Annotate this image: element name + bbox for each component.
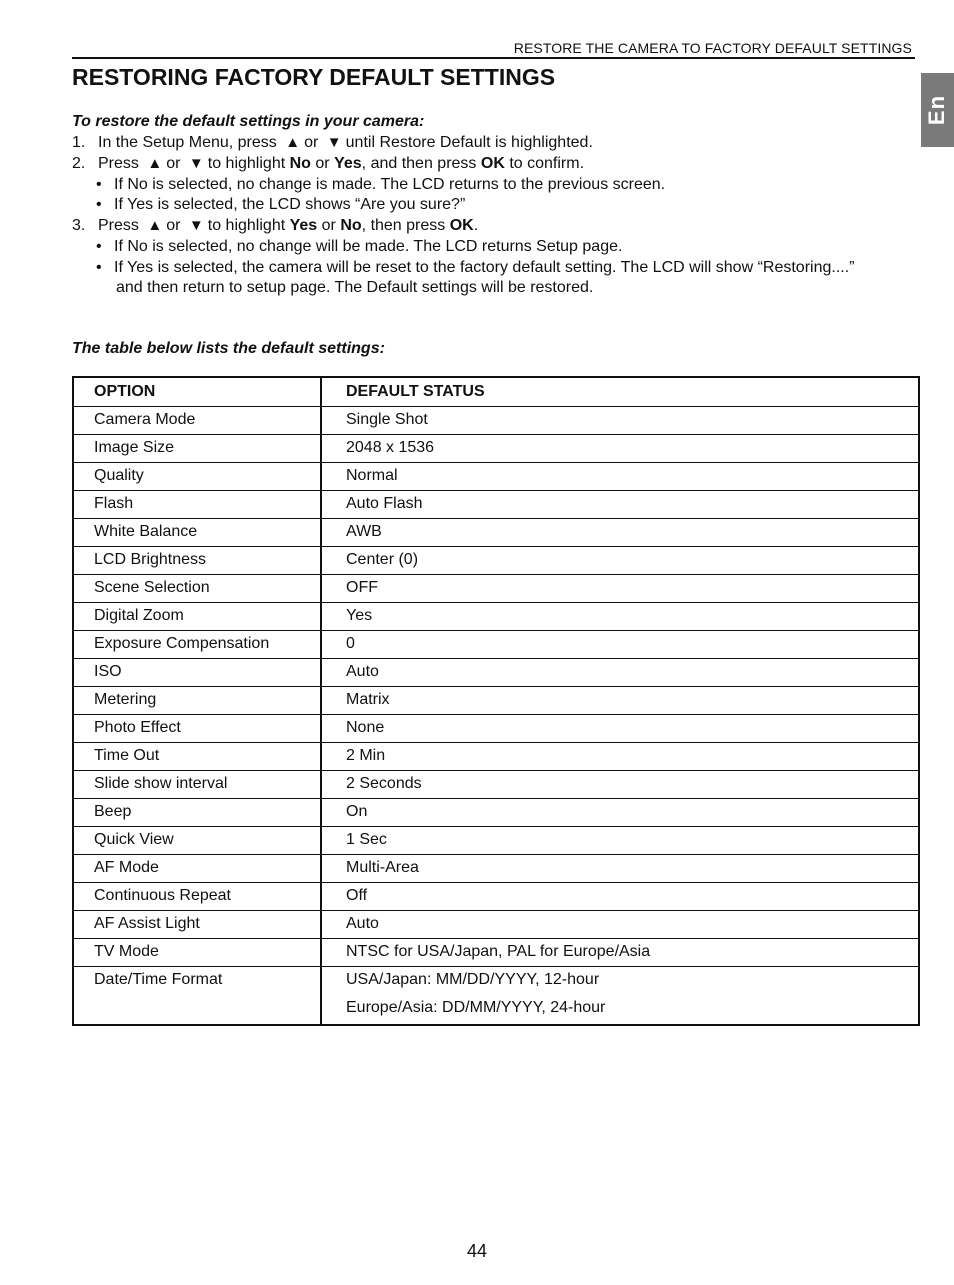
option-yes: Yes <box>334 155 362 172</box>
table-row <box>74 434 918 463</box>
option-cell: Photo Effect <box>94 719 181 736</box>
option-cell: Date/Time Format <box>94 971 223 988</box>
intro-heading: To restore the default settings in your camera: <box>72 113 425 130</box>
status-cell: NTSC for USA/Japan, PAL for Europe/Asia <box>346 943 651 960</box>
option-cell: TV Mode <box>94 943 159 960</box>
status-cell: Yes <box>346 607 373 624</box>
ok-key: OK <box>480 155 505 172</box>
status-cell: AWB <box>346 523 382 540</box>
option-cell: Time Out <box>94 747 160 764</box>
down-arrow-icon: ▼ <box>188 155 204 172</box>
option-cell: Exposure Compensation <box>94 635 270 652</box>
up-arrow-icon: ▲ <box>147 217 163 234</box>
step-text: or <box>304 134 319 151</box>
step-text: Press <box>98 217 139 234</box>
table-row <box>74 966 918 1024</box>
step-text: or <box>315 155 330 172</box>
step-3-bullet-continued: and then return to setup page. The Default settings will be restored. <box>116 279 594 296</box>
bullet-text: If No is selected, no change will be made. The LCD returns Setup page. <box>114 238 623 255</box>
step-text: . <box>473 217 479 234</box>
up-arrow-icon: ▲ <box>147 155 163 172</box>
option-cell: Flash <box>94 495 134 512</box>
option-cell: Camera Mode <box>94 411 196 428</box>
table-row <box>74 406 918 435</box>
option-cell: AF Mode <box>94 859 159 876</box>
bullet-icon: • <box>96 238 102 255</box>
table-row <box>74 518 918 547</box>
option-cell: Beep <box>94 803 132 820</box>
table-row <box>74 686 918 715</box>
step-text: , and then press <box>361 155 477 172</box>
status-cell: OFF <box>346 579 378 596</box>
status-cell: Single Shot <box>346 411 428 428</box>
up-arrow-icon: ▲ <box>285 134 301 151</box>
bullet-text: If No is selected, no change is made. The LCD returns to the previous screen. <box>114 176 666 193</box>
language-tab <box>921 73 954 147</box>
status-cell: Auto <box>346 915 379 932</box>
running-header: RESTORE THE CAMERA TO FACTORY DEFAULT SETTINGS <box>513 40 912 56</box>
option-cell: ISO <box>94 663 122 680</box>
status-cell: None <box>346 719 385 736</box>
step-text: Press <box>98 155 139 172</box>
option-cell: Digital Zoom <box>94 607 184 624</box>
step-number: 3. <box>72 217 86 234</box>
status-cell: Auto Flash <box>346 495 423 512</box>
step-2-bullet <box>96 175 665 195</box>
table-row <box>74 602 918 631</box>
header-rule <box>72 57 915 59</box>
step-text: to confirm. <box>509 155 585 172</box>
header-option: OPTION <box>94 383 156 400</box>
option-cell: Slide show interval <box>94 775 228 792</box>
option-cell: LCD Brightness <box>94 551 207 568</box>
table-row <box>74 854 918 883</box>
table-row <box>74 714 918 743</box>
step-1 <box>72 133 593 153</box>
page-number: 44 <box>466 1241 488 1261</box>
step-number: 2. <box>72 155 86 172</box>
step-3-bullet <box>96 258 855 278</box>
status-cell: 2048 x 1536 <box>346 439 435 456</box>
step-text: or <box>321 217 336 234</box>
status-cell: 0 <box>346 635 355 652</box>
language-tab-label: En <box>924 94 950 126</box>
option-cell: Continuous Repeat <box>94 887 231 904</box>
step-2 <box>72 154 584 174</box>
table-row <box>74 910 918 939</box>
bullet-icon: • <box>96 176 102 193</box>
table-row <box>74 546 918 575</box>
status-cell: 2 Seconds <box>346 775 422 792</box>
step-text: to highlight <box>207 155 286 172</box>
status-cell: Multi-Area <box>346 859 419 876</box>
step-number: 1. <box>72 134 86 151</box>
down-arrow-icon: ▼ <box>326 134 342 151</box>
table-row <box>74 826 918 855</box>
option-cell: Quality <box>94 467 144 484</box>
option-cell: Scene Selection <box>94 579 210 596</box>
table-row <box>74 938 918 967</box>
header-default-status: DEFAULT STATUS <box>346 383 485 400</box>
table-row <box>74 770 918 799</box>
table-header-row <box>74 378 918 407</box>
status-cell: 1 Sec <box>346 831 387 848</box>
table-row <box>74 798 918 827</box>
table-row <box>74 882 918 911</box>
status-cell: Auto <box>346 663 379 680</box>
option-cell: White Balance <box>94 523 198 540</box>
table-row <box>74 742 918 771</box>
status-cell: On <box>346 803 368 820</box>
status-cell-line-2: Europe/Asia: DD/MM/YYYY, 24-hour <box>346 999 606 1016</box>
bullet-icon: • <box>96 196 102 213</box>
step-text: or <box>166 155 181 172</box>
down-arrow-icon: ▼ <box>188 217 204 234</box>
table-row <box>74 462 918 491</box>
table-heading: The table below lists the default settings: <box>72 340 385 357</box>
status-cell: Normal <box>346 467 398 484</box>
step-text: In the Setup Menu, press <box>98 134 277 151</box>
option-cell: Image Size <box>94 439 175 456</box>
step-2-bullet <box>96 195 465 215</box>
status-cell: USA/Japan: MM/DD/YYYY, 12-hour <box>346 971 600 988</box>
table-row <box>74 574 918 603</box>
step-3 <box>72 216 478 236</box>
table-row <box>74 658 918 687</box>
option-yes: Yes <box>289 217 318 234</box>
status-cell: Off <box>346 887 368 904</box>
option-cell: Quick View <box>94 831 174 848</box>
table-row <box>74 490 918 519</box>
option-cell: Metering <box>94 691 157 708</box>
table-row <box>74 630 918 659</box>
option-cell: AF Assist Light <box>94 915 200 932</box>
option-no: No <box>340 217 362 234</box>
step-text: , then press <box>361 217 446 234</box>
step-text: to highlight <box>207 217 286 234</box>
page-title: RESTORING FACTORY DEFAULT SETTINGS <box>72 64 556 90</box>
bullet-text: If Yes is selected, the camera will be reset to the factory default setting. The LCD will show “Restoring....” <box>114 259 855 276</box>
ok-key: OK <box>449 217 474 234</box>
bullet-text: If Yes is selected, the LCD shows “Are you sure?” <box>114 196 466 213</box>
step-text: until Restore Default is highlighted. <box>345 134 593 151</box>
status-cell: 2 Min <box>346 747 386 764</box>
step-text: or <box>166 217 181 234</box>
status-cell: Center (0) <box>346 551 419 568</box>
step-3-bullet <box>96 237 622 257</box>
bullet-icon: • <box>96 259 102 276</box>
option-no: No <box>289 155 311 172</box>
status-cell: Matrix <box>346 691 390 708</box>
default-settings-table <box>72 376 920 1026</box>
